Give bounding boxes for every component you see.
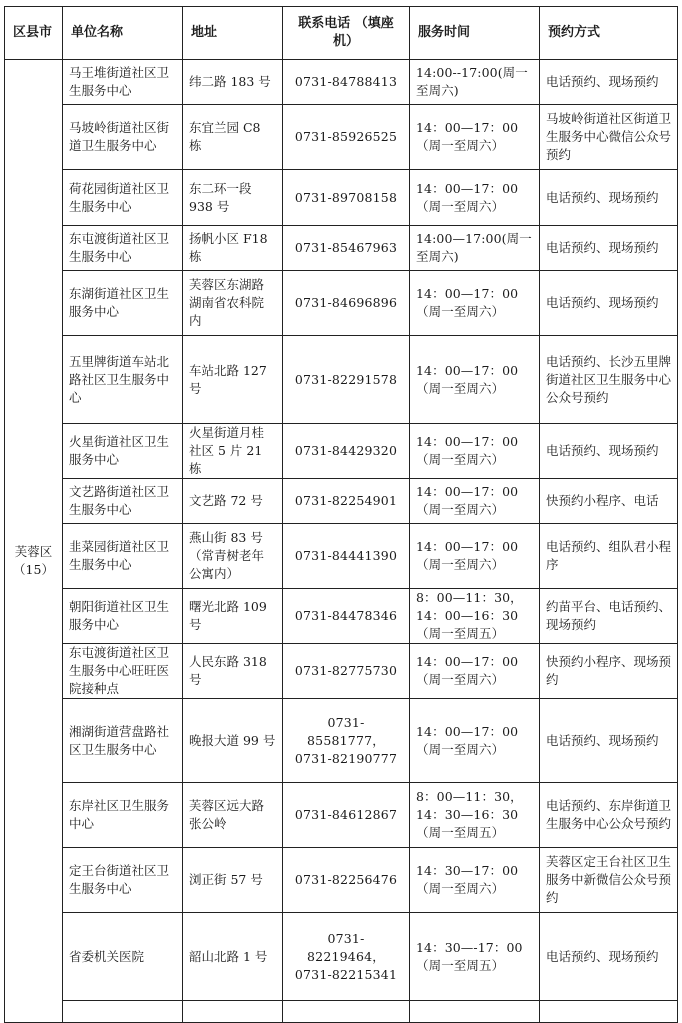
booking-method-cell: 电话预约、东岸街道卫生服务中心公众号预约 [540, 783, 678, 848]
county-cell [5, 60, 63, 1023]
header-phone: 联系电话 （填座机） [283, 7, 410, 60]
booking-method-cell: 电话预约、现场预约 [540, 60, 678, 105]
unit-name-cell: 东屯渡街道社区卫生服务中心旺旺医院接种点 [63, 644, 183, 699]
service-hours-cell: 14：00—17：00（周一至周六） [410, 170, 540, 226]
unit-name-cell: 省委机关医院 [63, 913, 183, 1001]
booking-method-cell: 芙蓉区定王台社区卫生服务中新微信公众号预约 [540, 848, 678, 913]
service-hours-cell: 14：30—17：00（周一至周六） [410, 848, 540, 913]
empty-cell [410, 1001, 540, 1023]
service-hours-cell: 14:00—17:00(周一至周六) [410, 226, 540, 271]
empty-cell [183, 1001, 283, 1023]
address-cell: 曙光北路 109 号 [183, 589, 283, 644]
header-service-hours: 服务时间 [410, 7, 540, 60]
phone-cell: 0731-82775730 [283, 644, 410, 699]
empty-cell [63, 1001, 183, 1023]
address-cell: 东二环一段 938 号 [183, 170, 283, 226]
header-unit-name: 单位名称 [63, 7, 183, 60]
address-cell: 火星街道月桂社区 5 片 21 栋 [183, 424, 283, 479]
phone-cell: 0731-84429320 [283, 424, 410, 479]
table-row [5, 271, 678, 336]
unit-name-cell: 马坡岭街道社区街道卫生服务中心 [63, 105, 183, 170]
empty-cell [540, 1001, 678, 1023]
booking-method-cell: 电话预约、长沙五里牌街道社区卫生服务中心公众号预约 [540, 336, 678, 424]
vaccination-site-table [4, 6, 678, 1023]
header-row [5, 7, 678, 60]
table-row [5, 105, 678, 170]
phone-cell: 0731-84788413 [283, 60, 410, 105]
table-row [5, 170, 678, 226]
phone-cell: 0731-82256476 [283, 848, 410, 913]
service-hours-cell: 14：00—17：00（周一至周六） [410, 271, 540, 336]
table-row [5, 336, 678, 424]
table-row [5, 699, 678, 783]
service-hours-cell: 14：00—17：00（周一至周六） [410, 644, 540, 699]
booking-method-cell: 电话预约、现场预约 [540, 170, 678, 226]
phone-cell: 0731-84441390 [283, 524, 410, 589]
unit-name-cell: 文艺路街道社区卫生服务中心 [63, 479, 183, 524]
booking-method-cell: 约苗平台、电话预约、现场预约 [540, 589, 678, 644]
header-county: 区县市 [5, 7, 63, 60]
service-hours-cell: 14：00—17：00（周一至周六） [410, 524, 540, 589]
phone-cell: 0731-82219464，0731-82215341 [283, 913, 410, 1001]
booking-method-cell: 电话预约、现场预约 [540, 226, 678, 271]
phone-cell: 0731-85581777，0731-82190777 [283, 699, 410, 783]
booking-method-cell: 电话预约、现场预约 [540, 699, 678, 783]
unit-name-cell: 马王堆街道社区卫生服务中心 [63, 60, 183, 105]
address-cell: 芙蓉区东湖路湖南省农科院内 [183, 271, 283, 336]
vaccination-site-table-page [4, 6, 677, 1006]
service-hours-cell: 14：00—17：00（周一至周六） [410, 424, 540, 479]
address-cell: 芙蓉区远大路张公岭 [183, 783, 283, 848]
unit-name-cell: 定王台街道社区卫生服务中心 [63, 848, 183, 913]
address-cell: 车站北路 127 号 [183, 336, 283, 424]
service-hours-cell: 14：00—17：00（周一至周六） [410, 105, 540, 170]
unit-name-cell: 火星街道社区卫生服务中心 [63, 424, 183, 479]
unit-name-cell: 荷花园街道社区卫生服务中心 [63, 170, 183, 226]
address-cell: 东宜兰园 C8 栋 [183, 105, 283, 170]
phone-cell: 0731-84478346 [283, 589, 410, 644]
unit-name-cell: 五里牌街道车站北路社区卫生服务中心 [63, 336, 183, 424]
phone-cell: 0731-85926525 [283, 105, 410, 170]
address-cell: 纬二路 183 号 [183, 60, 283, 105]
table-row [5, 226, 678, 271]
phone-cell: 0731-85467963 [283, 226, 410, 271]
address-cell: 人民东路 318 号 [183, 644, 283, 699]
booking-method-cell: 快预约小程序、现场预约 [540, 644, 678, 699]
phone-cell: 0731-89708158 [283, 170, 410, 226]
unit-name-cell: 东屯渡街道社区卫生服务中心 [63, 226, 183, 271]
service-hours-cell: 8：00—11：30，14：30—16：30（周一至周五） [410, 783, 540, 848]
booking-method-cell: 电话预约、现场预约 [540, 424, 678, 479]
service-hours-cell: 14：00—17：00（周一至周六） [410, 699, 540, 783]
table-row [5, 424, 678, 479]
table-row [5, 848, 678, 913]
booking-method-cell: 电话预约、现场预约 [540, 913, 678, 1001]
booking-method-cell: 快预约小程序、电话 [540, 479, 678, 524]
header-booking-method: 预约方式 [540, 7, 678, 60]
table-row [5, 913, 678, 1001]
service-hours-cell: 14：00—17：00（周一至周六） [410, 336, 540, 424]
address-cell: 扬帆小区 F18 栋 [183, 226, 283, 271]
service-hours-cell: 14:00--17:00(周一至周六) [410, 60, 540, 105]
service-hours-cell: 14：00—17：00（周一至周六） [410, 479, 540, 524]
phone-cell: 0731-82291578 [283, 336, 410, 424]
service-hours-cell: 8：00—11：30，14：00—16：30（周一至周五） [410, 589, 540, 644]
phone-cell: 0731-84696896 [283, 271, 410, 336]
table-row [5, 589, 678, 644]
address-cell: 燕山街 83 号（常青树老年公寓内） [183, 524, 283, 589]
address-cell: 文艺路 72 号 [183, 479, 283, 524]
service-hours-cell: 14：30—-17：00（周一至周五） [410, 913, 540, 1001]
table-row [5, 60, 678, 105]
table-row [5, 1001, 678, 1023]
address-cell: 晚报大道 99 号 [183, 699, 283, 783]
unit-name-cell: 东岸社区卫生服务中心 [63, 783, 183, 848]
table-row [5, 524, 678, 589]
empty-cell [283, 1001, 410, 1023]
unit-name-cell: 韭菜园街道社区卫生服务中心 [63, 524, 183, 589]
unit-name-cell: 朝阳街道社区卫生服务中心 [63, 589, 183, 644]
unit-name-cell: 东湖街道社区卫生服务中心 [63, 271, 183, 336]
county-site-count: （15） [13, 562, 54, 577]
header-address: 地址 [183, 7, 283, 60]
address-cell: 浏正街 57 号 [183, 848, 283, 913]
booking-method-cell: 马坡岭街道社区街道卫生服务中心微信公众号预约 [540, 105, 678, 170]
booking-method-cell: 电话预约、现场预约 [540, 271, 678, 336]
booking-method-cell: 电话预约、组队君小程序 [540, 524, 678, 589]
phone-cell: 0731-84612867 [283, 783, 410, 848]
address-cell: 韶山北路 1 号 [183, 913, 283, 1001]
unit-name-cell: 湘湖街道营盘路社区卫生服务中心 [63, 699, 183, 783]
table-row [5, 479, 678, 524]
table-row [5, 644, 678, 699]
table-row [5, 783, 678, 848]
phone-cell: 0731-82254901 [283, 479, 410, 524]
county-name: 芙蓉区 [14, 544, 53, 559]
